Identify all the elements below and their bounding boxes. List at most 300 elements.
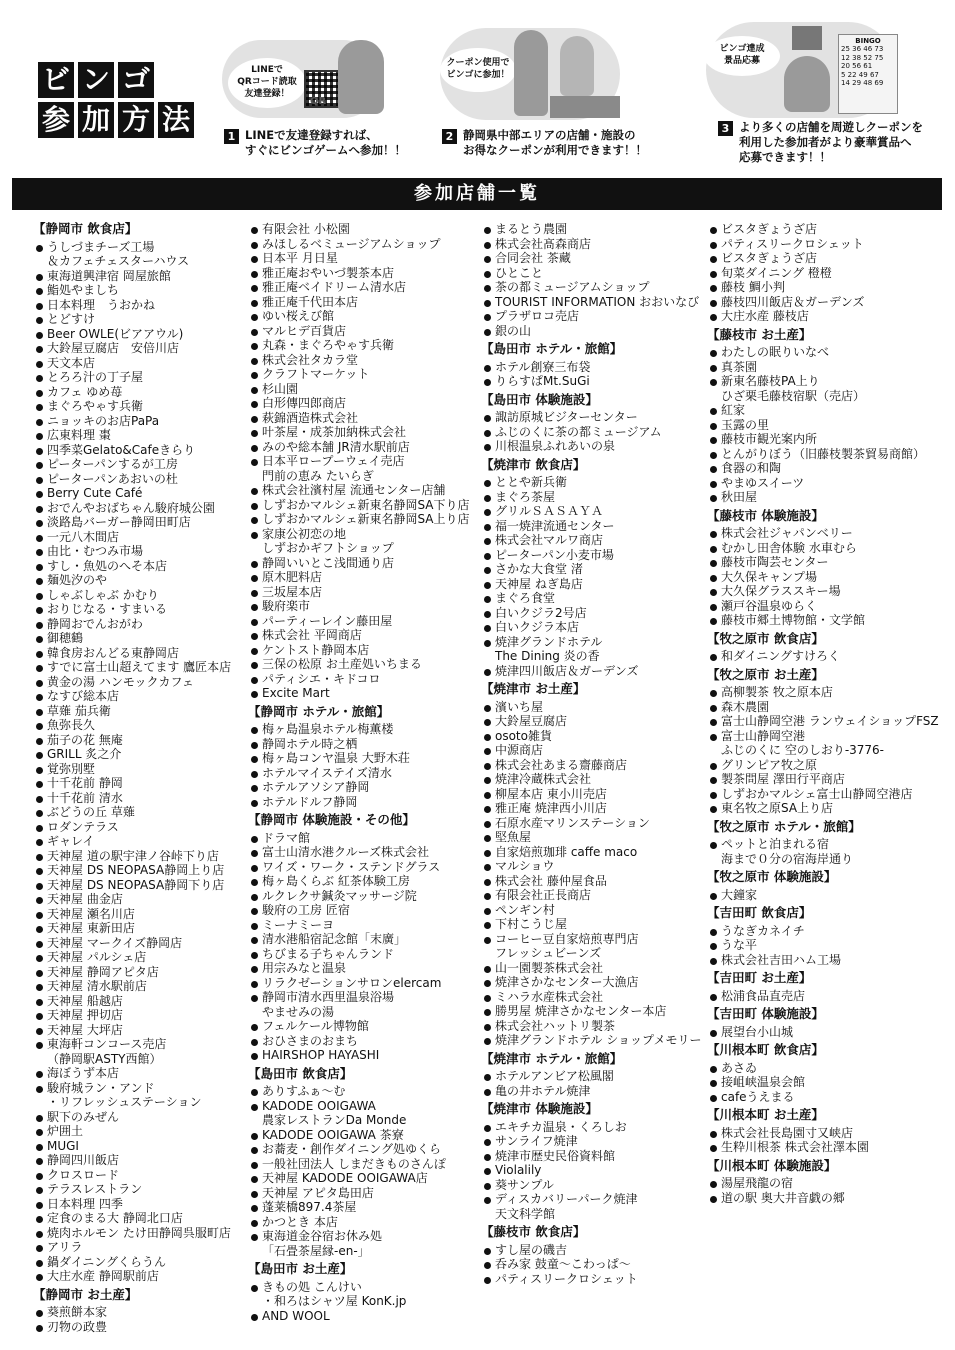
store-item: 株式会社ハットリ製茶	[481, 1019, 709, 1034]
store-item: 株式会社長島園寸又峡店	[707, 1126, 935, 1141]
store-list	[481, 222, 709, 338]
store-item: しずおかマルシェ新東名静岡SA下り店	[248, 498, 476, 513]
store-item: プラザロコ売店	[481, 309, 709, 324]
store-item: 静岡四川飯店	[33, 1153, 261, 1168]
store-item: 焼津さかなセンター大漁店	[481, 975, 709, 990]
store-item: すでに富士山超えてます 鷹匠本店	[33, 660, 261, 675]
store-item: おりじなる・すまいる	[33, 602, 261, 617]
store-item: 銀の山	[481, 324, 709, 339]
store-item: 湯屋飛龍の宿	[707, 1176, 935, 1191]
store-item: 焼津グランドホテル ショップメモリー	[481, 1033, 709, 1048]
store-item: 新東名藤枝PA上り ひざ栗毛藤枝宿駅（売店）	[707, 374, 935, 403]
store-item: 東海道興津宿 岡屋旅館	[33, 269, 261, 284]
store-item: まぐろやゃす兵衛	[33, 399, 261, 414]
store-item: 大庄水産 静岡駅前店	[33, 1269, 261, 1284]
store-item: まぐろ食堂	[481, 591, 709, 606]
store-item: 東海道金谷宿お休み処 「石畳茶屋縁-en-」	[248, 1229, 476, 1258]
store-item: 大久保キャンプ場	[707, 570, 935, 585]
clerk-icon	[560, 36, 594, 96]
store-item: 大鈴屋豆腐店 安倍川店	[33, 341, 261, 356]
bingo-card-icon	[838, 34, 898, 114]
category-heading: 【牧之原市 お土産】	[707, 666, 824, 682]
store-item: Violalily	[481, 1163, 709, 1178]
store-item: ワイズ・ワーク・ステンドグラス	[248, 860, 476, 875]
store-list	[33, 240, 261, 1284]
store-item: みのや総本舗 JR清水駅前店	[248, 440, 476, 455]
store-item: 山一園製茶株式会社	[481, 961, 709, 976]
category-heading: 【島田市 ホテル・旅館】	[481, 341, 623, 356]
store-column-2	[248, 222, 476, 1323]
step-2-text: 静岡県中部エリアの店舗・施設の お得なクーポンが利用できます！！	[463, 128, 647, 157]
step-2-caption	[442, 128, 662, 158]
store-list	[248, 222, 476, 701]
store-item: ホテル創寮三布袋	[481, 360, 709, 375]
store-item: 和ダイニングすけろく	[707, 649, 935, 664]
store-list	[707, 345, 935, 505]
store-item: おひさまのおまち	[248, 1034, 476, 1049]
store-item: 焼肉ホルモン たけ田静岡呉服町店	[33, 1226, 261, 1241]
store-item: 御穂鶴	[33, 631, 261, 646]
category-heading: 【焼津市 ホテル・旅館】	[481, 1050, 623, 1066]
store-item: 諏訪原城ビジターセンター	[481, 410, 709, 425]
store-item: 梅ヶ島くらぶ 紅茶体験工房	[248, 874, 476, 889]
store-item: みほしるベミュージアムショップ	[248, 237, 476, 252]
category-heading: 【藤枝市 お土産】	[707, 326, 812, 342]
store-item: しずおかマルシェ新東名静岡SA上り店	[248, 512, 476, 527]
store-item: 中源商店	[481, 743, 709, 758]
store-item: 亀の井ホテル焼津	[481, 1084, 709, 1099]
store-item: 東名牧之原SA上り店	[707, 801, 935, 816]
store-item: あさゐ	[707, 1061, 935, 1076]
store-list	[707, 1061, 935, 1105]
store-item: Excite Mart	[248, 686, 476, 701]
store-item: 玉露の里	[707, 418, 935, 433]
store-item: AND WOOL	[248, 1309, 476, 1324]
store-list	[707, 1176, 935, 1205]
store-item: ルクレクサ鍼灸マッサージ院	[248, 889, 476, 904]
store-item: おでんやおばちゃん駿府城公園	[33, 501, 261, 516]
store-item: 天神屋 清水駅前店	[33, 979, 261, 994]
store-item: 株式会社ジャパンベリー	[707, 526, 935, 541]
store-list	[707, 1126, 935, 1155]
store-item: パティスリークロシェット	[481, 1272, 709, 1287]
store-item: 株式会社タカラ堂	[248, 353, 476, 368]
store-item: うしづまチーズ工場 ＆カフェチェスターハウス	[33, 240, 261, 269]
store-item: 焼津グランドホテル The Dining 炎の香	[481, 635, 709, 664]
store-item: 製茶問屋 澤田行平商店	[707, 772, 935, 787]
store-item: 梅ヶ島コンヤ温泉 大野木荘	[248, 751, 476, 766]
store-item: 藤枝市陶芸センター	[707, 555, 935, 570]
store-item: 食器の和陶	[707, 461, 935, 476]
store-item: 天神屋 DS NEOPASA静岡下り店	[33, 878, 261, 893]
store-item: 呑み家 鼓童～こわっぱ～	[481, 1257, 709, 1272]
category-heading: 【藤枝市 体験施設】	[707, 507, 824, 523]
store-item: GRILL 炙之介	[33, 747, 261, 762]
store-item: 日本料理 四季	[33, 1197, 261, 1212]
store-item: KADODE OOIGAWA 農家レストランDa Monde	[248, 1099, 476, 1128]
store-item: cafeうえまる	[707, 1090, 935, 1105]
winner-person-icon	[784, 56, 830, 112]
store-item: 十千花前 静岡	[33, 776, 261, 791]
qr-label: QR	[310, 96, 327, 107]
store-list	[707, 837, 935, 866]
store-item: お蕎麦・創作ダイニング処ゆくら	[248, 1142, 476, 1157]
store-list	[707, 1025, 935, 1040]
store-item: 大鐘家	[707, 888, 935, 903]
store-item: 茄子の花 無庵	[33, 733, 261, 748]
store-item: 東海軒コンコース売店 （静岡駅ASTY西館）	[33, 1037, 261, 1066]
store-item: 麺処汐のや	[33, 573, 261, 588]
step-1-caption	[224, 128, 424, 158]
store-item: ぶどうの丘 草薙	[33, 805, 261, 820]
store-item: 森木農園	[707, 700, 935, 715]
store-item: ピーターパンあおいの杜	[33, 472, 261, 487]
step-3-number: 3	[718, 121, 733, 136]
store-list	[481, 475, 709, 678]
store-item: 魚弥長久	[33, 718, 261, 733]
store-list	[248, 1280, 476, 1324]
store-list	[707, 924, 935, 968]
step-1-bubble: LINEで QRコード読取 友達登録！	[228, 58, 306, 108]
category-heading: 【島田市 体験施設】	[481, 391, 598, 407]
store-item: 一元八木間店	[33, 530, 261, 545]
store-item: 叶茶屋・成茶加納株式会社	[248, 425, 476, 440]
store-item: 用宗みなと温泉	[248, 961, 476, 976]
store-item: 高柳製茶 牧之原本店	[707, 685, 935, 700]
step-1-text: LINEで友達登録すれば、 すぐにビンゴゲームへ参加！！	[245, 128, 406, 157]
store-item: テラスレストラン	[33, 1182, 261, 1197]
store-item: 天神屋 押切店	[33, 1008, 261, 1023]
store-item: 焼津市歴史民俗資料館	[481, 1149, 709, 1164]
step-2-number: 2	[442, 129, 457, 144]
store-item: ドラマ館	[248, 831, 476, 846]
store-list	[707, 888, 935, 903]
store-item: 白いクジラ2号店	[481, 606, 709, 621]
store-item: 韓食房おんどる東静岡店	[33, 646, 261, 661]
store-item: 下村こうじ屋	[481, 917, 709, 932]
store-item: 藤枝市観光案内所	[707, 432, 935, 447]
store-item: ビスタぎょうざ店	[707, 222, 935, 237]
store-item: しずおかマルシェ富士山静岡空港店	[707, 787, 935, 802]
store-item: 秋田屋	[707, 490, 935, 505]
store-item: 天神屋 船越店	[33, 994, 261, 1009]
category-heading: 【川根本町 体験施設】	[707, 1157, 837, 1173]
store-item: まぐろ茶屋	[481, 490, 709, 505]
store-item: 日本料理 うおかね	[33, 298, 261, 313]
store-item: 静岡いいとこ浅間通り店	[248, 556, 476, 571]
store-item: HAIRSHOP HAYASHI	[248, 1048, 476, 1063]
store-item: グリンピア牧之原	[707, 758, 935, 773]
store-item: 瀬戸谷温泉ゆらく	[707, 599, 935, 614]
store-item: グリルＳＡＳＡＹＡ	[481, 504, 709, 519]
store-list-banner: 参加店舗一覧	[12, 178, 942, 210]
store-item: 藤枝四川飯店＆ガーデンズ	[707, 295, 935, 310]
store-item: ふじのくに茶の都ミュージアム	[481, 425, 709, 440]
store-item: 家康公初恋の地 しずおかギフトショップ	[248, 527, 476, 556]
category-heading: 【藤枝市 飲食店】	[481, 1224, 586, 1239]
store-item: 大庄水産 藤枝店	[707, 309, 935, 324]
store-item: とろろ汁の丁子屋	[33, 370, 261, 385]
store-item: 展望台小山城	[707, 1025, 935, 1040]
store-item: 川根温泉ふれあいの泉	[481, 439, 709, 454]
store-item: 原木肥料店	[248, 570, 476, 585]
store-item: ミハラ水産株式会社	[481, 990, 709, 1005]
step-3-text: より多くの店舗を周遊しクーポンを 利用した参加者がより豪華賞品へ 応募できます！！	[739, 120, 923, 164]
store-item: ととや新兵衛	[481, 475, 709, 490]
store-item: 白形傳四郎商店	[248, 396, 476, 411]
category-heading: 【焼津市 お土産】	[481, 681, 586, 696]
title-char: ビ	[38, 62, 74, 98]
store-item: 雅正庵ベイドリーム清水店	[248, 280, 476, 295]
store-item: リラクゼーションサロンelercam	[248, 976, 476, 991]
store-item: ミーナミーヨ	[248, 918, 476, 933]
store-item: 濱いち屋	[481, 700, 709, 715]
store-item: 天神屋 瀬名川店	[33, 907, 261, 922]
store-item: 勝男屋 焼津さかなセンター本店	[481, 1004, 709, 1019]
step-2-bubble: クーポン使用で ビンゴに参加！	[440, 48, 516, 92]
store-item: ちびまる子ちゃんランド	[248, 947, 476, 962]
store-item: 三保の松原 お土産処いちまる	[248, 657, 476, 672]
store-item: ビスタぎょうざ店	[707, 251, 935, 266]
store-item: 天神屋 ねぎ島店	[481, 577, 709, 592]
store-item: ホテルマイステイズ清水	[248, 766, 476, 781]
store-item: ニョッキのお店PaPa	[33, 414, 261, 429]
person-with-phone-icon	[338, 40, 384, 114]
store-item: 天文本店	[33, 356, 261, 371]
title-line-1	[38, 62, 194, 98]
store-item: 刃物の政豊	[33, 1320, 261, 1335]
title-char: ン	[78, 62, 114, 98]
title-char: ゴ	[118, 62, 154, 98]
store-item: 天神屋 静岡アピタ店	[33, 965, 261, 980]
page-title	[38, 62, 194, 142]
store-item: 株式会社マルワ商店	[481, 533, 709, 548]
store-item: うなぎカネイチ	[707, 924, 935, 939]
store-item: わたしの眠りいなべ	[707, 345, 935, 360]
store-item: 白いクジラ本店	[481, 620, 709, 635]
store-item: マルヒデ百貨店	[248, 324, 476, 339]
title-char: 加	[78, 102, 114, 138]
store-item: 葵サンプル	[481, 1178, 709, 1193]
step-3-bubble: ビンゴ達成 景品応募	[704, 36, 780, 76]
store-item: 海ぼうず本店	[33, 1066, 261, 1081]
store-item: ピーターパン小麦市場	[481, 548, 709, 563]
store-item: 天神屋 パルシェ店	[33, 950, 261, 965]
store-item: 覚弥別墅	[33, 762, 261, 777]
store-item: 堅魚屋	[481, 830, 709, 845]
title-char: 参	[38, 102, 74, 138]
store-item: 天神屋 KADODE OOIGAWA店	[248, 1171, 476, 1186]
category-heading: 【静岡市 飲食店】	[33, 221, 138, 236]
store-item: さかな大食堂 渚	[481, 562, 709, 577]
category-heading: 【島田市 飲食店】	[248, 1065, 353, 1081]
store-item: 葵煎餅本家	[33, 1305, 261, 1320]
store-item: なすび総本店	[33, 689, 261, 704]
store-item: クロスロード	[33, 1168, 261, 1183]
store-item: 有限会社 小松園	[248, 222, 476, 237]
step-1-number: 1	[224, 129, 239, 144]
store-item: 株式会社濱村屋 流通センター店舗	[248, 483, 476, 498]
store-item: 真茶園	[707, 360, 935, 375]
store-list	[481, 700, 709, 1048]
store-list	[248, 1084, 476, 1258]
store-item: 駿府城ラン・アンド ・リフレッシュステーション	[33, 1081, 261, 1110]
store-item: 日本平ロープーウェイ売店 門前の恵み たいらぎ	[248, 454, 476, 483]
store-item: 静岡おでんおがわ	[33, 617, 261, 632]
store-item: エキチカ温泉・くろしお	[481, 1120, 709, 1135]
store-item: 旬菜ダイニング 橙橙	[707, 266, 935, 281]
store-item: まるとう農園	[481, 222, 709, 237]
store-item: 炉囲土	[33, 1124, 261, 1139]
title-line-2	[38, 102, 194, 138]
customer-icon	[514, 30, 548, 116]
store-item: きもの処 こんけい ・和ろはシャツ屋 KonK.jp	[248, 1280, 476, 1309]
store-item: 清水港船宿記念館「末廣」	[248, 932, 476, 947]
category-heading: 【静岡市 ホテル・旅館】	[248, 703, 390, 719]
store-item: ゆい桜えび館	[248, 309, 476, 324]
store-item: 駿府楽市	[248, 599, 476, 614]
store-item: サンライフ焼津	[481, 1134, 709, 1149]
store-item: 大久保グラススキー場	[707, 584, 935, 599]
title-char: 法	[158, 102, 194, 138]
store-item: ホテルアンビア松風閣	[481, 1069, 709, 1084]
store-item: ホテルドルフ静岡	[248, 795, 476, 810]
step-3-caption	[718, 120, 940, 165]
store-item: osoto雑貨	[481, 729, 709, 744]
store-item: 焼津冷蔵株式会社	[481, 772, 709, 787]
store-item: 萩錦酒造株式会社	[248, 411, 476, 426]
bingo-card-title: BINGO	[855, 37, 881, 45]
counter-icon	[550, 96, 620, 118]
store-item: ピーターパンするが工房	[33, 457, 261, 472]
store-item: 天神屋 DS NEOPASA静岡上り店	[33, 863, 261, 878]
store-item: 四季菜Gelato&Cafeきらり	[33, 443, 261, 458]
store-list	[707, 685, 939, 816]
store-item: とんがりぼう（旧藤枝製茶貿易商館）	[707, 447, 935, 462]
store-item: 富士山清水港クルーズ株式会社	[248, 845, 476, 860]
store-item: 茶の都ミュージアムショップ	[481, 280, 709, 295]
category-heading: 【吉田町 飲食店】	[707, 905, 812, 920]
store-item: 松浦食品直売店	[707, 989, 935, 1004]
store-item: 日本平 月日星	[248, 251, 476, 266]
store-item: やまゆスイーツ	[707, 476, 935, 491]
store-item: 静岡ホテル時之栖	[248, 737, 476, 752]
store-item: 有限会社正長商店	[481, 888, 709, 903]
store-item: 株式会社 平岡商店	[248, 628, 476, 643]
store-list	[481, 1243, 709, 1287]
title-char: 方	[118, 102, 154, 138]
store-item: 静岡市清水西里温泉浴場 やませみの湯	[248, 990, 476, 1019]
category-heading: 【吉田町 体験施設】	[707, 1006, 824, 1021]
store-list	[707, 989, 935, 1004]
store-item: 由比・むつみ市場	[33, 544, 261, 559]
store-item: 黄金の湯 ハンモックカフェ	[33, 675, 261, 690]
store-item: パティシエ・キドコロ	[248, 672, 476, 687]
store-list	[248, 722, 476, 809]
store-item: 雅正庵おやいづ製茶本店	[248, 266, 476, 281]
category-heading: 【牧之原市 体験施設】	[707, 869, 837, 884]
store-item: 十千花前 清水	[33, 791, 261, 806]
store-item: 丸森・まぐろやゃす兵衛	[248, 338, 476, 353]
store-item: ありすふぁ～む	[248, 1084, 476, 1099]
store-item: TOURIST INFORMATION おおいなび	[481, 295, 709, 310]
store-list	[481, 360, 709, 389]
store-item: 大鈴屋豆腐店	[481, 714, 709, 729]
store-item: すし屋の磯吉	[481, 1243, 709, 1258]
category-heading: 【焼津市 体験施設】	[481, 1101, 598, 1116]
store-item: 三坂屋本店	[248, 585, 476, 600]
store-item: 生粋川根茶 株式会社澤本園	[707, 1140, 935, 1155]
store-item: クラフトマーケット	[248, 367, 476, 382]
store-item: 接岨峡温泉会館	[707, 1075, 935, 1090]
store-item: 草薙 茄兵衛	[33, 704, 261, 719]
store-item: とどすけ	[33, 312, 261, 327]
category-heading: 【静岡市 お土産】	[33, 1286, 138, 1302]
store-item: 天神屋 大坪店	[33, 1023, 261, 1038]
gift-box-icon	[792, 26, 822, 50]
store-item: ペンギン村	[481, 903, 709, 918]
store-item: 合同会社 茶藏	[481, 251, 709, 266]
store-list	[481, 1069, 709, 1098]
store-item: マルショウ	[481, 859, 709, 874]
store-item: ディスカバリーパーク焼津 天文科学館	[481, 1192, 709, 1221]
store-list	[707, 649, 935, 664]
bingo-card-numbers: 25 36 46 73 12 38 52 75 20 56 61 5 22 49 67 14 29 48 69	[841, 45, 884, 87]
store-item: カフェ ゆめ苺	[33, 385, 261, 400]
store-item: 蓬莱橋897.4茶屋	[248, 1200, 476, 1215]
category-heading: 【吉田町 お土産】	[707, 970, 812, 985]
store-item: 株式会社あまる齋藤商店	[481, 758, 709, 773]
category-heading: 【静岡市 体験施設・その他】	[248, 812, 415, 827]
store-item: 藤枝市郷土博物館・文学館	[707, 613, 935, 628]
store-item: ロダンテラス	[33, 820, 261, 835]
store-item: 紅家	[707, 403, 935, 418]
store-item: KADODE OOIGAWA 茶寮	[248, 1128, 476, 1143]
store-item: アリラ	[33, 1240, 261, 1255]
store-item: 天神屋 マークイズ静岡店	[33, 936, 261, 951]
store-item: すし・魚処のへそ本店	[33, 559, 261, 574]
store-list	[707, 222, 935, 324]
category-heading: 【川根本町 飲食店】	[707, 1042, 824, 1057]
store-item: 株式会社吉田ハム工場	[707, 953, 935, 968]
store-item: うな平	[707, 938, 935, 953]
store-item: MUGI	[33, 1139, 261, 1154]
store-item: かつとき 本店	[248, 1215, 476, 1230]
store-list	[33, 1305, 261, 1334]
store-item: 自家焙煎珈琲 caffe maco	[481, 845, 709, 860]
store-item: 株式会社髙森商店	[481, 237, 709, 252]
store-item: 富士山静岡空港 ランウェイショップFSZ	[707, 714, 935, 729]
store-item: 鮨処やましち	[33, 283, 261, 298]
store-item: 駿府の工房 匠宿	[248, 903, 476, 918]
store-item: 藤枝 鯛小判	[707, 280, 935, 295]
store-item: りらすぱMt.SuGi	[481, 374, 709, 389]
category-heading: 【牧之原市 飲食店】	[707, 630, 824, 646]
store-item: 駅下のみぜん	[33, 1110, 261, 1125]
store-item: ギャレイ	[33, 834, 261, 849]
category-heading: 【焼津市 飲食店】	[481, 456, 586, 472]
store-item: 定食のまる大 静岡北口店	[33, 1211, 261, 1226]
store-item: ホテルアソシア静岡	[248, 780, 476, 795]
store-item: 広東料理 棗	[33, 428, 261, 443]
store-item: パティスリークロシェット	[707, 237, 935, 252]
store-item: しゃぶしゃぶ かむり	[33, 588, 261, 603]
store-item: Beer OWLE(ビアアウル)	[33, 327, 261, 342]
category-heading: 【島田市 お土産】	[248, 1261, 353, 1276]
store-item: 富士山静岡空港 ふじのくに 空のしおり-3776-	[707, 729, 935, 758]
store-item: 柳屋本店 東小川売店	[481, 787, 709, 802]
store-item: 焼津四川飯店＆ガーデンズ	[481, 664, 709, 679]
